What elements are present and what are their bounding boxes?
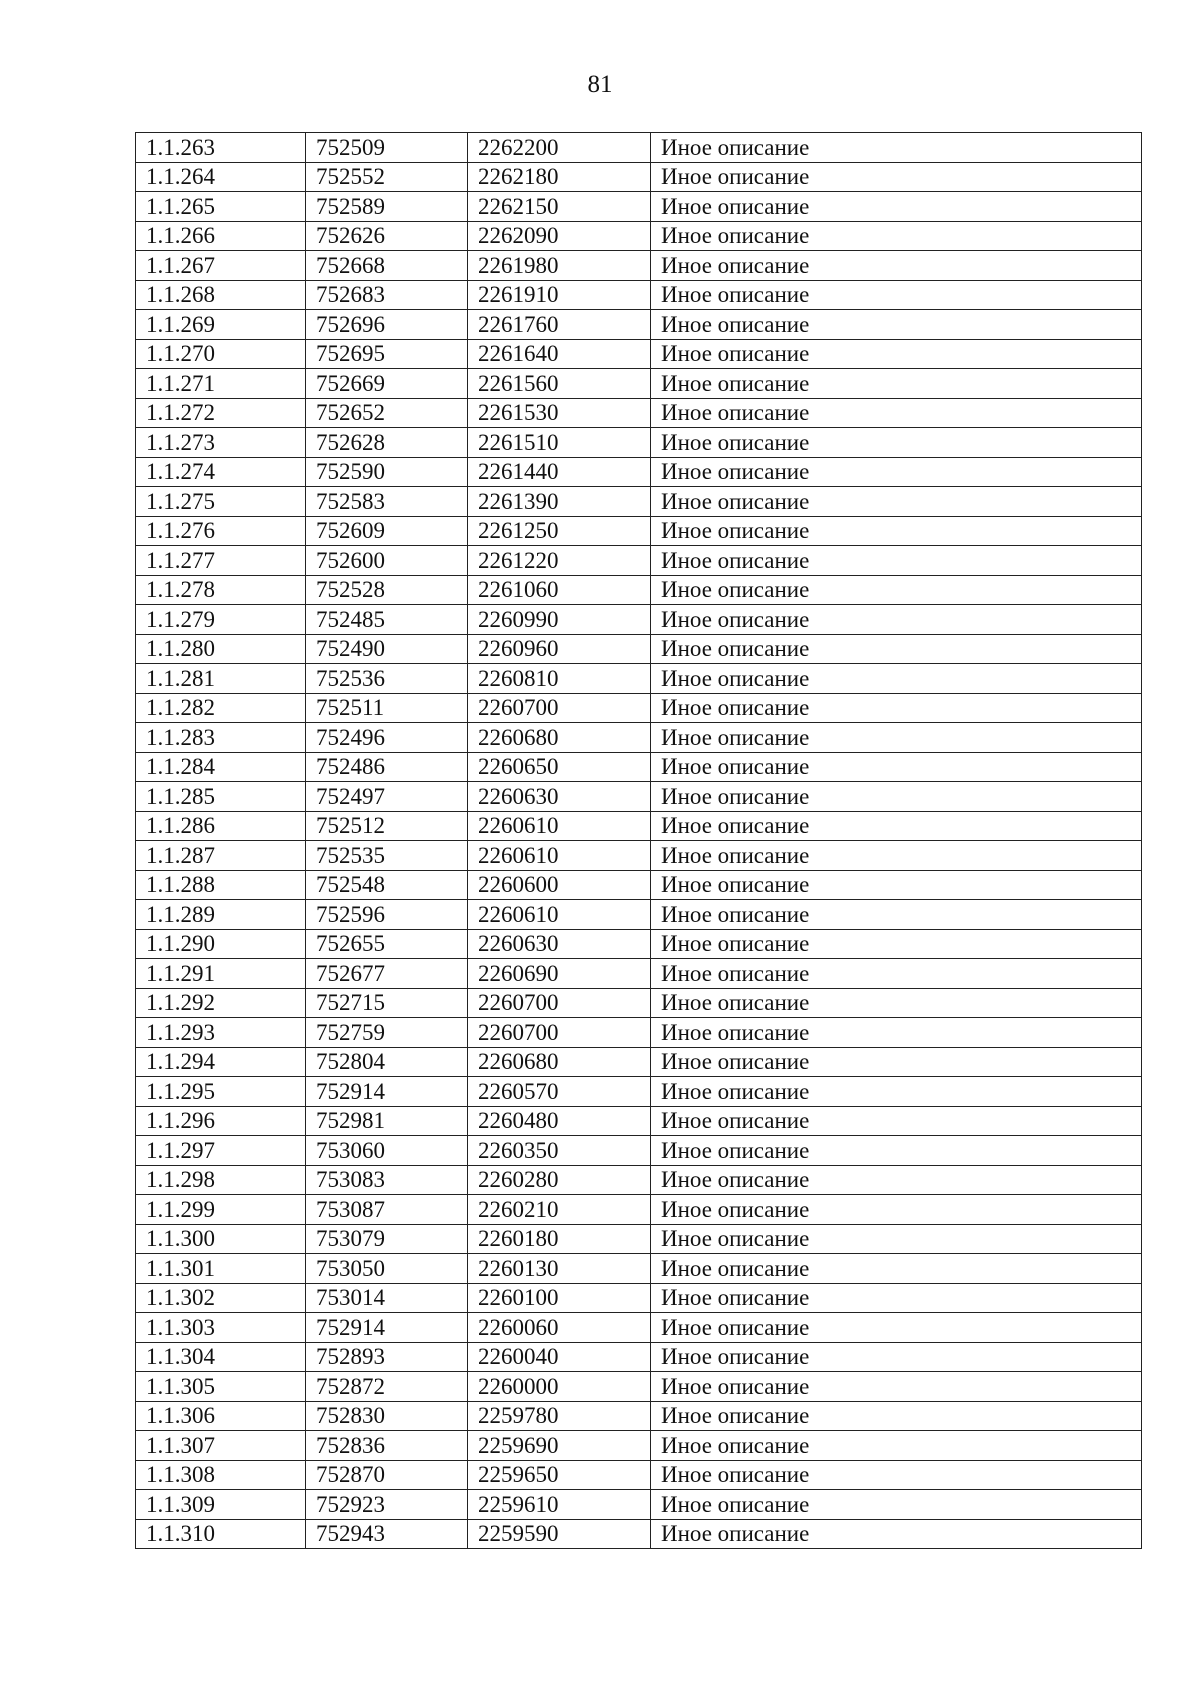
point-number-cell: 1.1.307 [136,1431,306,1461]
y-coordinate-cell: 2261910 [468,280,651,310]
table-row [136,133,1142,163]
y-coordinate-cell: 2260180 [468,1224,651,1254]
description-cell: Иное описание [651,546,1142,576]
x-coordinate-cell: 752600 [306,546,468,576]
table-row [136,1313,1142,1343]
table-row [136,1372,1142,1402]
description-cell: Иное описание [651,900,1142,930]
x-coordinate-cell: 752486 [306,752,468,782]
description-cell: Иное описание [651,782,1142,812]
x-coordinate-cell: 752536 [306,664,468,694]
x-coordinate-cell: 753014 [306,1283,468,1313]
table-row [136,841,1142,871]
x-coordinate-cell: 752914 [306,1077,468,1107]
y-coordinate-cell: 2262090 [468,221,651,251]
x-coordinate-cell: 752872 [306,1372,468,1402]
description-cell: Иное описание [651,959,1142,989]
y-coordinate-cell: 2259650 [468,1460,651,1490]
y-coordinate-cell: 2259690 [468,1431,651,1461]
description-cell: Иное описание [651,1018,1142,1048]
y-coordinate-cell: 2261980 [468,251,651,281]
table-row [136,546,1142,576]
point-number-cell: 1.1.282 [136,693,306,723]
point-number-cell: 1.1.267 [136,251,306,281]
y-coordinate-cell: 2259610 [468,1490,651,1520]
x-coordinate-cell: 752609 [306,516,468,546]
point-number-cell: 1.1.289 [136,900,306,930]
description-cell: Иное описание [651,1490,1142,1520]
table-row [136,929,1142,959]
point-number-cell: 1.1.278 [136,575,306,605]
x-coordinate-cell: 752943 [306,1519,468,1549]
table-row [136,1401,1142,1431]
table-row [136,1136,1142,1166]
description-cell: Иное описание [651,1313,1142,1343]
table-row [136,251,1142,281]
x-coordinate-cell: 752509 [306,133,468,163]
description-cell: Иное описание [651,1372,1142,1402]
description-cell: Иное описание [651,1195,1142,1225]
description-cell: Иное описание [651,1106,1142,1136]
x-coordinate-cell: 752511 [306,693,468,723]
y-coordinate-cell: 2261390 [468,487,651,517]
x-coordinate-cell: 753079 [306,1224,468,1254]
x-coordinate-cell: 752596 [306,900,468,930]
table-row [136,605,1142,635]
table-row [136,634,1142,664]
description-cell: Иное описание [651,162,1142,192]
point-number-cell: 1.1.279 [136,605,306,635]
table-body [136,133,1142,1549]
description-cell: Иное описание [651,339,1142,369]
point-number-cell: 1.1.306 [136,1401,306,1431]
description-cell: Иное описание [651,369,1142,399]
table-row [136,1254,1142,1284]
description-cell: Иное описание [651,251,1142,281]
x-coordinate-cell: 752981 [306,1106,468,1136]
description-cell: Иное описание [651,1077,1142,1107]
point-number-cell: 1.1.299 [136,1195,306,1225]
y-coordinate-cell: 2260960 [468,634,651,664]
x-coordinate-cell: 752683 [306,280,468,310]
point-number-cell: 1.1.305 [136,1372,306,1402]
point-number-cell: 1.1.274 [136,457,306,487]
x-coordinate-cell: 752512 [306,811,468,841]
point-number-cell: 1.1.269 [136,310,306,340]
y-coordinate-cell: 2260700 [468,693,651,723]
point-number-cell: 1.1.272 [136,398,306,428]
y-coordinate-cell: 2260680 [468,1047,651,1077]
y-coordinate-cell: 2261640 [468,339,651,369]
point-number-cell: 1.1.286 [136,811,306,841]
description-cell: Иное описание [651,280,1142,310]
description-cell: Иное описание [651,1460,1142,1490]
table-row [136,870,1142,900]
point-number-cell: 1.1.310 [136,1519,306,1549]
description-cell: Иное описание [651,988,1142,1018]
description-cell: Иное описание [651,1519,1142,1549]
table-row [136,1460,1142,1490]
y-coordinate-cell: 2260480 [468,1106,651,1136]
y-coordinate-cell: 2260610 [468,811,651,841]
y-coordinate-cell: 2261440 [468,457,651,487]
x-coordinate-cell: 752669 [306,369,468,399]
description-cell: Иное описание [651,310,1142,340]
description-cell: Иное описание [651,457,1142,487]
point-number-cell: 1.1.265 [136,192,306,222]
table-row [136,221,1142,251]
point-number-cell: 1.1.290 [136,929,306,959]
y-coordinate-cell: 2260680 [468,723,651,753]
description-cell: Иное описание [651,1431,1142,1461]
table-row [136,811,1142,841]
description-cell: Иное описание [651,516,1142,546]
description-cell: Иное описание [651,634,1142,664]
x-coordinate-cell: 752923 [306,1490,468,1520]
y-coordinate-cell: 2260700 [468,1018,651,1048]
table-row [136,752,1142,782]
x-coordinate-cell: 752677 [306,959,468,989]
table-row [136,723,1142,753]
description-cell: Иное описание [651,575,1142,605]
table-row [136,1490,1142,1520]
table-row [136,1224,1142,1254]
x-coordinate-cell: 752497 [306,782,468,812]
point-number-cell: 1.1.277 [136,546,306,576]
page-number: 81 [587,71,613,98]
point-number-cell: 1.1.288 [136,870,306,900]
point-number-cell: 1.1.271 [136,369,306,399]
y-coordinate-cell: 2259590 [468,1519,651,1549]
x-coordinate-cell: 752830 [306,1401,468,1431]
coordinates-table [135,132,1142,1549]
point-number-cell: 1.1.295 [136,1077,306,1107]
point-number-cell: 1.1.309 [136,1490,306,1520]
description-cell: Иное описание [651,487,1142,517]
x-coordinate-cell: 752490 [306,634,468,664]
y-coordinate-cell: 2259780 [468,1401,651,1431]
table-row [136,369,1142,399]
point-number-cell: 1.1.273 [136,428,306,458]
point-number-cell: 1.1.287 [136,841,306,871]
x-coordinate-cell: 752893 [306,1342,468,1372]
description-cell: Иное описание [651,752,1142,782]
point-number-cell: 1.1.300 [136,1224,306,1254]
y-coordinate-cell: 2260700 [468,988,651,1018]
x-coordinate-cell: 752870 [306,1460,468,1490]
table-row [136,1165,1142,1195]
description-cell: Иное описание [651,811,1142,841]
table-row [136,782,1142,812]
description-cell: Иное описание [651,398,1142,428]
point-number-cell: 1.1.297 [136,1136,306,1166]
x-coordinate-cell: 752583 [306,487,468,517]
point-number-cell: 1.1.263 [136,133,306,163]
y-coordinate-cell: 2261760 [468,310,651,340]
point-number-cell: 1.1.276 [136,516,306,546]
y-coordinate-cell: 2261510 [468,428,651,458]
y-coordinate-cell: 2260280 [468,1165,651,1195]
x-coordinate-cell: 752552 [306,162,468,192]
point-number-cell: 1.1.270 [136,339,306,369]
y-coordinate-cell: 2260600 [468,870,651,900]
description-cell: Иное описание [651,841,1142,871]
y-coordinate-cell: 2260990 [468,605,651,635]
table-row [136,1342,1142,1372]
x-coordinate-cell: 752914 [306,1313,468,1343]
point-number-cell: 1.1.292 [136,988,306,1018]
y-coordinate-cell: 2260060 [468,1313,651,1343]
description-cell: Иное описание [651,693,1142,723]
point-number-cell: 1.1.298 [136,1165,306,1195]
description-cell: Иное описание [651,1342,1142,1372]
table-row [136,310,1142,340]
table-row [136,457,1142,487]
description-cell: Иное описание [651,221,1142,251]
y-coordinate-cell: 2260630 [468,929,651,959]
x-coordinate-cell: 753050 [306,1254,468,1284]
table-row [136,1106,1142,1136]
x-coordinate-cell: 752759 [306,1018,468,1048]
y-coordinate-cell: 2260610 [468,841,651,871]
point-number-cell: 1.1.296 [136,1106,306,1136]
x-coordinate-cell: 752535 [306,841,468,871]
table-row [136,1519,1142,1549]
point-number-cell: 1.1.303 [136,1313,306,1343]
x-coordinate-cell: 752652 [306,398,468,428]
table-row [136,428,1142,458]
y-coordinate-cell: 2260690 [468,959,651,989]
point-number-cell: 1.1.302 [136,1283,306,1313]
table-row [136,192,1142,222]
point-number-cell: 1.1.304 [136,1342,306,1372]
y-coordinate-cell: 2260130 [468,1254,651,1284]
y-coordinate-cell: 2260650 [468,752,651,782]
y-coordinate-cell: 2261060 [468,575,651,605]
description-cell: Иное описание [651,1165,1142,1195]
table-row [136,398,1142,428]
table-row [136,162,1142,192]
y-coordinate-cell: 2262150 [468,192,651,222]
x-coordinate-cell: 752496 [306,723,468,753]
y-coordinate-cell: 2260810 [468,664,651,694]
y-coordinate-cell: 2261250 [468,516,651,546]
table-row [136,900,1142,930]
point-number-cell: 1.1.284 [136,752,306,782]
description-cell: Иное описание [651,133,1142,163]
table-row [136,1018,1142,1048]
point-number-cell: 1.1.293 [136,1018,306,1048]
point-number-cell: 1.1.294 [136,1047,306,1077]
point-number-cell: 1.1.280 [136,634,306,664]
description-cell: Иное описание [651,1047,1142,1077]
description-cell: Иное описание [651,1254,1142,1284]
point-number-cell: 1.1.268 [136,280,306,310]
table-row [136,693,1142,723]
y-coordinate-cell: 2262200 [468,133,651,163]
x-coordinate-cell: 752695 [306,339,468,369]
x-coordinate-cell: 752804 [306,1047,468,1077]
y-coordinate-cell: 2260210 [468,1195,651,1225]
description-cell: Иное описание [651,1224,1142,1254]
table-row [136,1077,1142,1107]
y-coordinate-cell: 2260570 [468,1077,651,1107]
table-row [136,280,1142,310]
description-cell: Иное описание [651,605,1142,635]
x-coordinate-cell: 752668 [306,251,468,281]
x-coordinate-cell: 752485 [306,605,468,635]
x-coordinate-cell: 753083 [306,1165,468,1195]
table-row [136,516,1142,546]
point-number-cell: 1.1.301 [136,1254,306,1284]
x-coordinate-cell: 752548 [306,870,468,900]
y-coordinate-cell: 2260610 [468,900,651,930]
description-cell: Иное описание [651,1283,1142,1313]
y-coordinate-cell: 2260350 [468,1136,651,1166]
x-coordinate-cell: 752696 [306,310,468,340]
point-number-cell: 1.1.291 [136,959,306,989]
description-cell: Иное описание [651,870,1142,900]
table-row [136,988,1142,1018]
x-coordinate-cell: 752628 [306,428,468,458]
x-coordinate-cell: 752836 [306,1431,468,1461]
description-cell: Иное описание [651,428,1142,458]
x-coordinate-cell: 752715 [306,988,468,1018]
y-coordinate-cell: 2260630 [468,782,651,812]
x-coordinate-cell: 753060 [306,1136,468,1166]
table-row [136,1047,1142,1077]
description-cell: Иное описание [651,192,1142,222]
point-number-cell: 1.1.281 [136,664,306,694]
table-row [136,339,1142,369]
x-coordinate-cell: 752528 [306,575,468,605]
y-coordinate-cell: 2262180 [468,162,651,192]
y-coordinate-cell: 2261530 [468,398,651,428]
table-row [136,1195,1142,1225]
description-cell: Иное описание [651,723,1142,753]
y-coordinate-cell: 2260040 [468,1342,651,1372]
table-row [136,1283,1142,1313]
point-number-cell: 1.1.266 [136,221,306,251]
table-row [136,664,1142,694]
point-number-cell: 1.1.308 [136,1460,306,1490]
point-number-cell: 1.1.264 [136,162,306,192]
point-number-cell: 1.1.275 [136,487,306,517]
x-coordinate-cell: 752655 [306,929,468,959]
description-cell: Иное описание [651,664,1142,694]
point-number-cell: 1.1.285 [136,782,306,812]
description-cell: Иное описание [651,929,1142,959]
x-coordinate-cell: 752589 [306,192,468,222]
table-row [136,1431,1142,1461]
y-coordinate-cell: 2260100 [468,1283,651,1313]
x-coordinate-cell: 752590 [306,457,468,487]
y-coordinate-cell: 2261220 [468,546,651,576]
table-row [136,487,1142,517]
description-cell: Иное описание [651,1136,1142,1166]
point-number-cell: 1.1.283 [136,723,306,753]
x-coordinate-cell: 752626 [306,221,468,251]
y-coordinate-cell: 2261560 [468,369,651,399]
table-row [136,575,1142,605]
description-cell: Иное описание [651,1401,1142,1431]
x-coordinate-cell: 753087 [306,1195,468,1225]
table-row [136,959,1142,989]
y-coordinate-cell: 2260000 [468,1372,651,1402]
